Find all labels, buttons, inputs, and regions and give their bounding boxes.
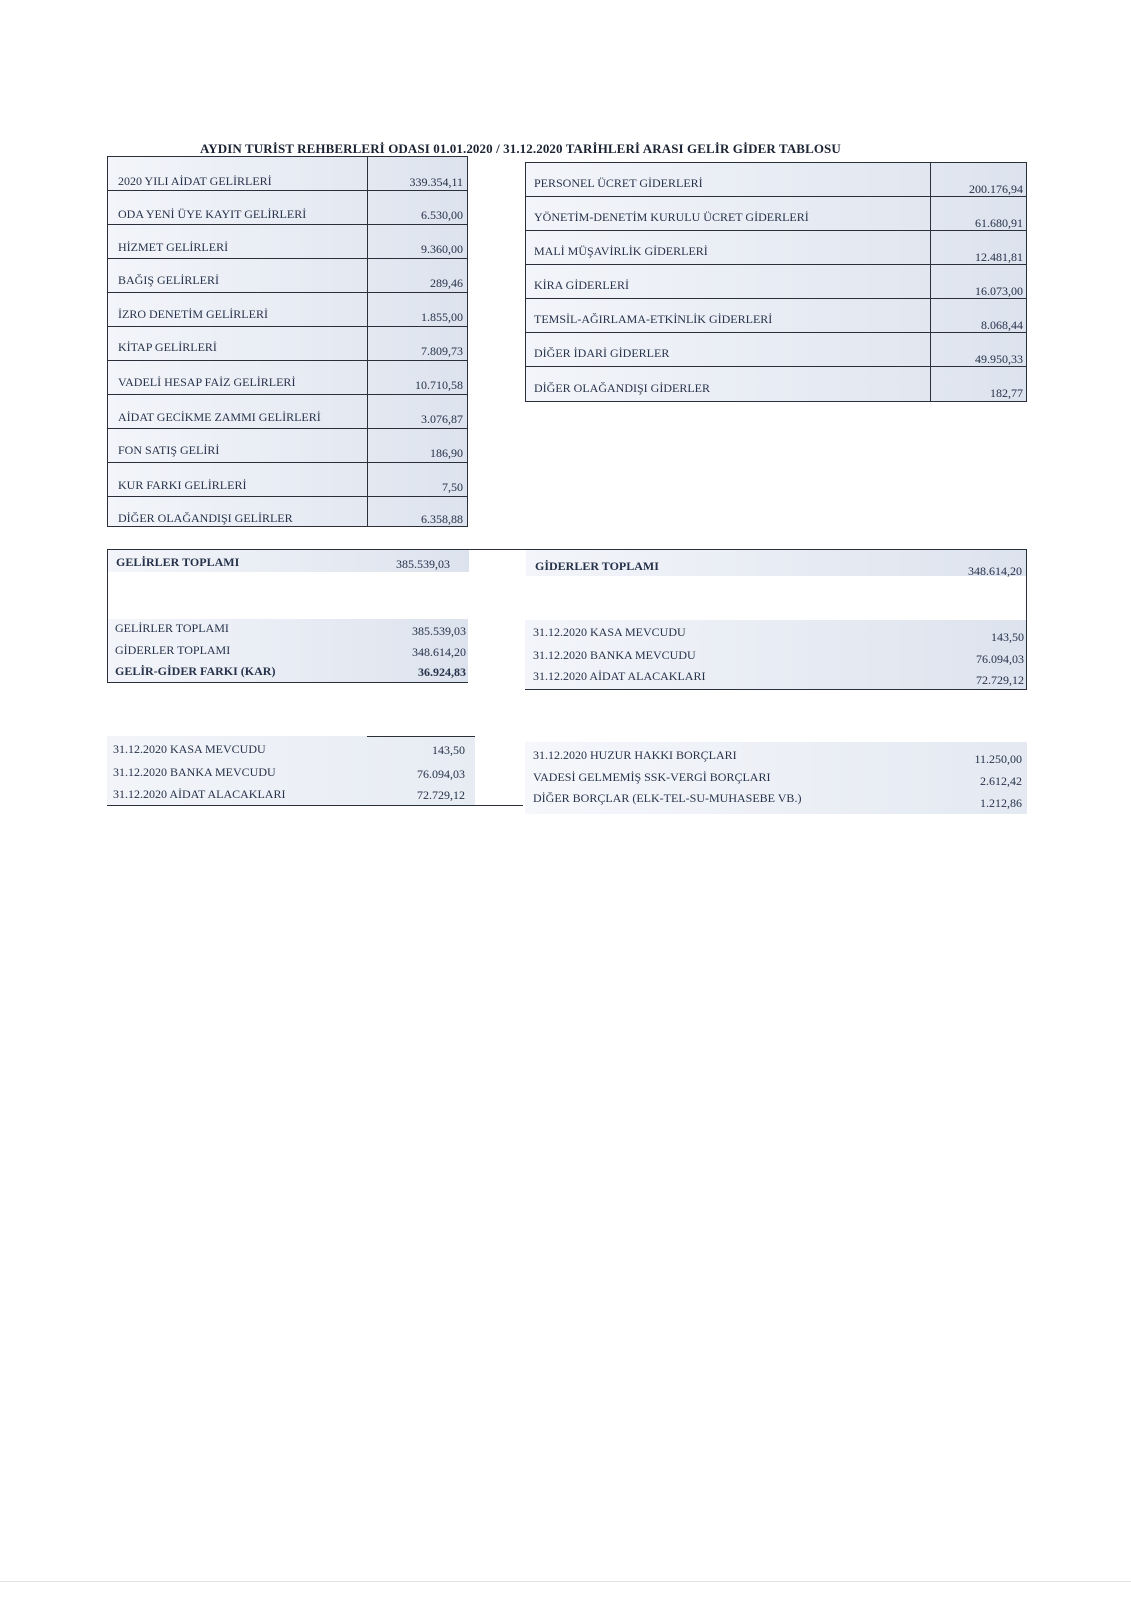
income-row [108,361,467,395]
expense-row-value: 49.950,33 [975,352,1023,366]
expense-row-value: 200.176,94 [969,182,1023,196]
debts-list [525,742,1027,814]
expense-row [526,333,1026,367]
expense-row [526,163,1026,197]
expense-row-label: KİRA GİDERLERİ [534,278,629,292]
expense-row-value: 16.073,00 [975,284,1023,298]
expense-row-value: 8.068,44 [981,318,1023,332]
income-row-value: 186,90 [430,446,463,460]
summary-label: 31.12.2020 BANKA MEVCUDU [533,648,696,662]
asset-value: 143,50 [432,743,465,757]
debt-value: 2.612,42 [980,774,1022,788]
asset-label: 31.12.2020 AİDAT ALACAKLARI [113,787,286,801]
profit-label: GELİR-GİDER FARKI (KAR) [115,664,276,678]
expense-row [526,367,1026,401]
cash-summary [525,620,1027,690]
income-row-label: ODA YENİ ÜYE KAYIT GELİRLERİ [118,207,307,221]
debt-value: 11.250,00 [974,752,1022,766]
income-row-value: 339.354,11 [409,175,463,189]
income-table [107,156,468,527]
profit-value: 36.924,83 [418,665,466,679]
income-row-label: AİDAT GECİKME ZAMMI GELİRLERİ [118,410,321,424]
income-row-label: İZRO DENETİM GELİRLERİ [118,307,268,321]
income-row-value: 7.809,73 [421,344,463,358]
expense-row-label: YÖNETİM-DENETİM KURULU ÜCRET GİDERLERİ [534,210,809,224]
income-row-label: KUR FARKI GELİRLERİ [118,478,247,492]
expense-row [526,231,1026,265]
expense-row-value: 61.680,91 [975,216,1023,230]
result-summary [107,619,468,683]
income-total-label: GELİRLER TOPLAMI [116,555,240,569]
income-row [108,429,467,463]
debt-label: DİĞER BORÇLAR (ELK-TEL-SU-MUHASEBE VB.) [533,791,802,805]
summary-label: GİDERLER TOPLAMI [115,643,231,657]
income-row-label: VADELİ HESAP FAİZ GELİRLERİ [118,375,296,389]
income-row-value: 9.360,00 [421,242,463,256]
assets-list [107,736,475,808]
debt-label: VADESİ GELMEMİŞ SSK-VERGİ BORÇLARI [533,770,771,784]
income-row [108,259,467,293]
income-row [108,225,467,259]
income-row-value: 10.710,58 [415,378,463,392]
summary-label: 31.12.2020 AİDAT ALACAKLARI [533,669,706,683]
income-row-value: 3.076,87 [421,412,463,426]
income-row-value: 289,46 [430,276,463,290]
document-title: AYDIN TURİST REHBERLERİ ODASI 01.01.2020 / 31.12.2020 TARİHLERİ ARASI GELİR GİDER TABLOSU [200,141,841,156]
income-row-label: FON SATIŞ GELİRİ [118,443,220,457]
expense-row [526,265,1026,299]
expense-row [526,299,1026,333]
expense-row-label: TEMSİL-AĞIRLAMA-ETKİNLİK GİDERLERİ [534,312,773,326]
page-edge-line [0,1581,1131,1582]
income-row [108,293,467,327]
income-row-value: 6.358,88 [421,512,463,526]
summary-value: 143,50 [991,630,1024,644]
expense-total-value: 348.614,20 [968,564,1022,578]
debt-label: 31.12.2020 HUZUR HAKKI BORÇLARI [533,748,737,762]
income-row-label: 2020 YILI AİDAT GELİRLERİ [118,174,272,188]
asset-label: 31.12.2020 KASA MEVCUDU [113,742,266,756]
income-row [108,157,467,191]
income-row [108,463,467,497]
income-row [108,497,467,527]
income-row-value: 1.855,00 [421,310,463,324]
summary-value: 72.729,12 [976,673,1024,687]
expense-table [525,162,1027,402]
expense-row [526,197,1026,231]
income-total-value: 385.539,03 [396,557,450,571]
summary-label: GELİRLER TOPLAMI [115,621,229,635]
expense-total-label: GİDERLER TOPLAMI [535,559,659,573]
asset-label: 31.12.2020 BANKA MEVCUDU [113,765,276,779]
summary-value: 76.094,03 [976,652,1024,666]
totals-box [107,549,1027,621]
income-row-label: BAĞIŞ GELİRLERİ [118,273,219,287]
expense-row-label: DİĞER İDARİ GİDERLER [534,346,670,360]
income-row-value: 7,50 [442,480,463,494]
expense-row-label: PERSONEL ÜCRET GİDERLERİ [534,176,703,190]
income-row [108,191,467,225]
income-row-value: 6.530,00 [421,208,463,222]
income-row-label: KİTAP GELİRLERİ [118,340,217,354]
income-row-label: DİĞER OLAĞANDIŞI GELİRLER [118,511,293,525]
asset-value: 72.729,12 [417,788,465,802]
income-row [108,395,467,429]
debt-value: 1.212,86 [980,796,1022,810]
summary-value: 348.614,20 [412,645,466,659]
income-row-label: HİZMET GELİRLERİ [118,240,229,254]
asset-value: 76.094,03 [417,767,465,781]
expense-row-value: 12.481,81 [975,250,1023,264]
expense-row-value: 182,77 [990,386,1023,400]
summary-value: 385.539,03 [412,624,466,638]
summary-label: 31.12.2020 KASA MEVCUDU [533,625,686,639]
income-row [108,327,467,361]
expense-row-label: DİĞER OLAĞANDIŞI GİDERLER [534,381,710,395]
expense-row-label: MALİ MÜŞAVİRLİK GİDERLERİ [534,244,708,258]
